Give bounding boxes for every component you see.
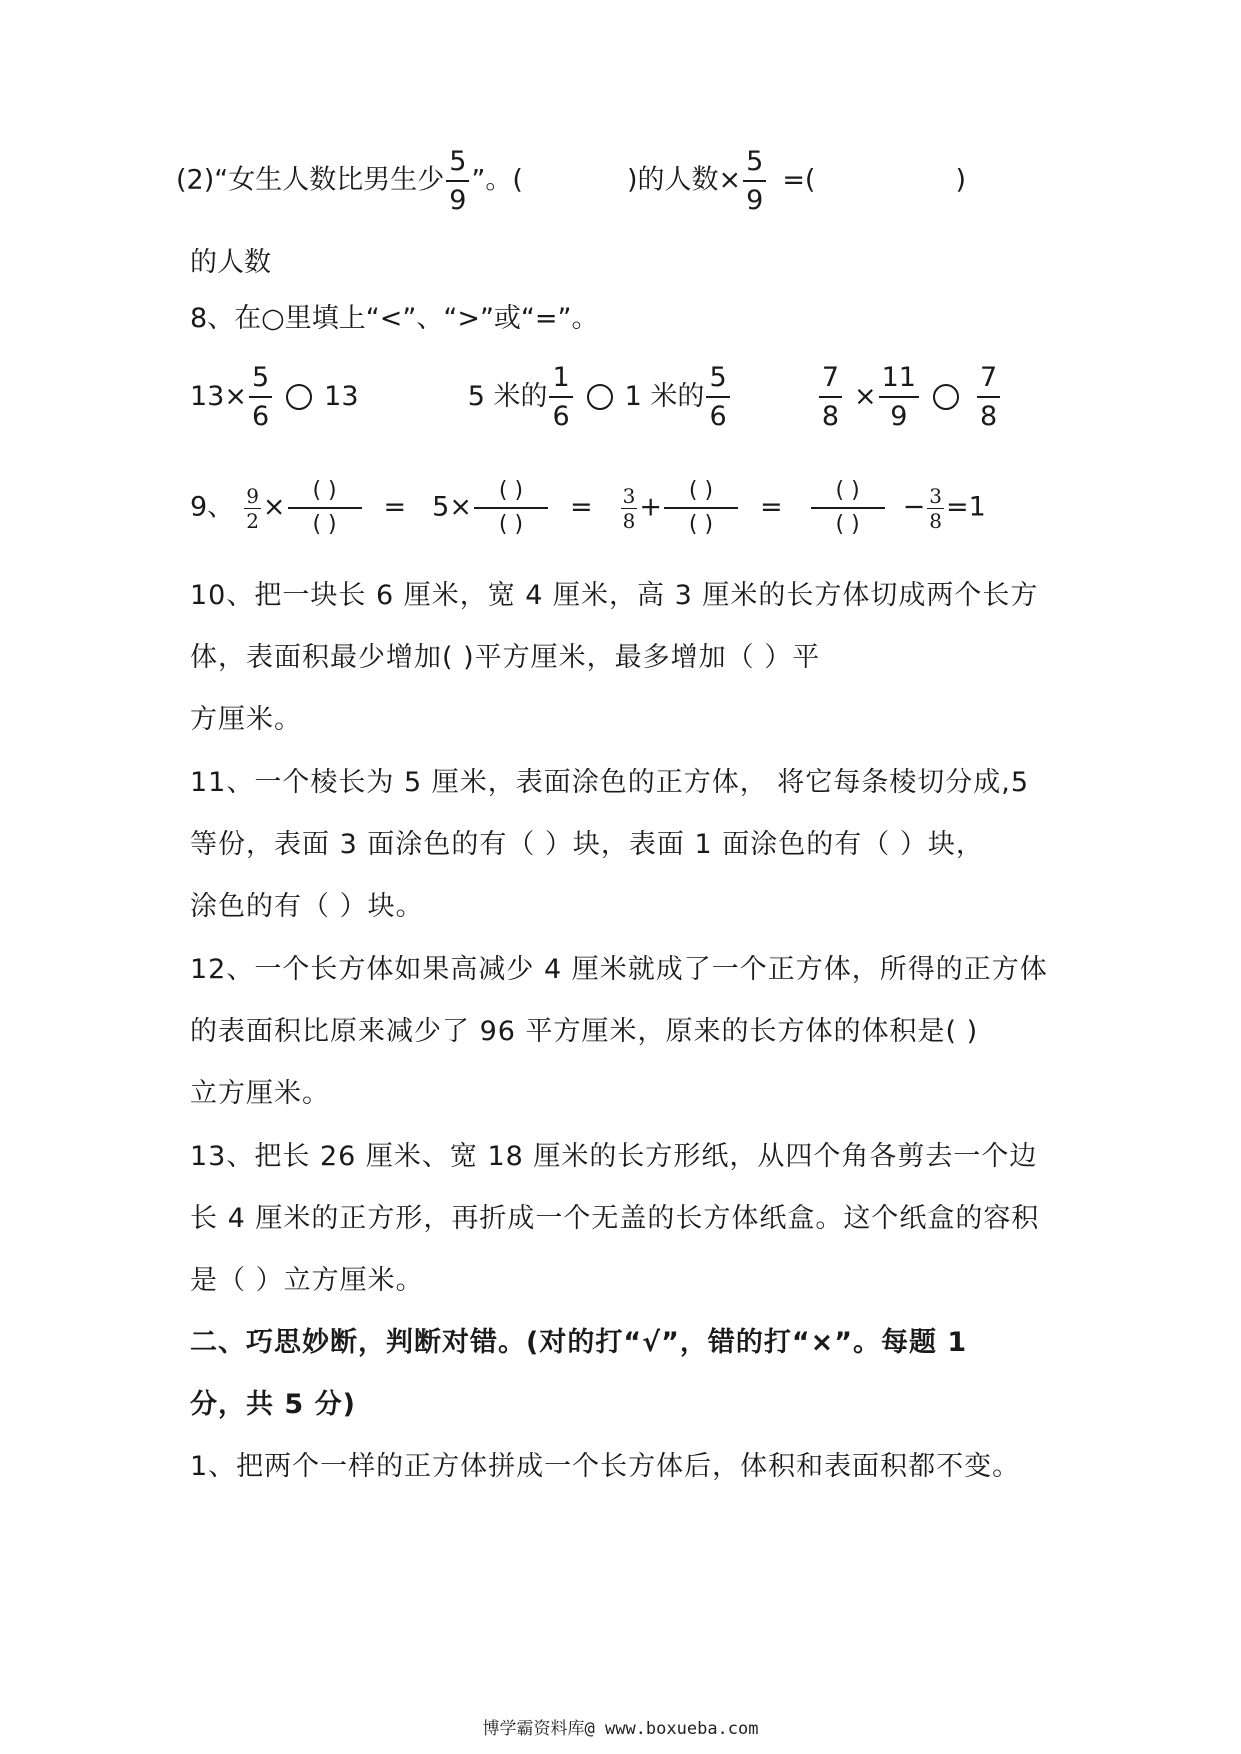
- section-heading-line: 二、巧思妙断，判断对错。(对的打“√”，错的打“×”。每题 1: [190, 1327, 968, 1358]
- section-heading-line: 分，共 5 分): [190, 1389, 356, 1420]
- q9-line: 9、 $\frac{9}{2}$ × $\frac{( )}{( )}$ = 5× $\frac{( )}{( )}$ = $\frac{3}{8}$ + $\frac{( )}{( )}$ = $\frac{( )}{( )}$ − $\frac{3}{8}$ =1: [190, 478, 986, 537]
- blank-fraction[interactable]: $\frac{( )}{( )}$: [811, 478, 885, 538]
- q8-item-2: 5 米的 $\frac{1}{6}$ 1 米的 $\frac{5}{6}$: [468, 381, 741, 412]
- q13-line: 长 4 厘米的正方形，再折成一个无盖的长方体纸盒。这个纸盒的容积: [190, 1203, 1040, 1234]
- q8-item-1: 13× $\frac{5}{6}$ 13: [190, 362, 359, 432]
- s2-question-1: 1、把两个一样的正方体拼成一个长方体后，体积和表面积都不变。: [190, 1451, 1021, 1482]
- q12-line: 12、一个长方体如果高减少 4 厘米就成了一个正方体，所得的正方体: [190, 954, 1048, 985]
- q13-paragraph: [190, 1126, 1060, 1312]
- q8-item-3: $\frac{7}{8}$ × $\frac{11}{9}$ $\frac{7}{8}$: [817, 381, 1002, 412]
- footer-watermark: 博学霸资料库@ www.boxueba.com: [482, 1719, 759, 1739]
- q11-paragraph: [190, 752, 1060, 938]
- q10-paragraph: [190, 565, 1060, 751]
- fraction: $\frac{7}{8}$: [977, 362, 1000, 432]
- q8-items: [190, 362, 1002, 432]
- q7-2-label: (2)“女生人数比男生少: [176, 164, 445, 196]
- blank-fraction[interactable]: $\frac{( )}{( )}$: [474, 478, 548, 538]
- fraction: $\frac{5}{6}$: [249, 362, 272, 432]
- q10-line: 10、把一块长 6 厘米，宽 4 厘米，高 3 厘米的长方体切成两个长方: [190, 580, 1039, 611]
- compare-circle[interactable]: [933, 384, 959, 410]
- q13-line: 13、把长 26 厘米、宽 18 厘米的长方形纸，从四个角各剪去一个边: [190, 1141, 1038, 1172]
- blank-fraction[interactable]: $\frac{( )}{( )}$: [288, 478, 362, 538]
- q7-2-tail: 的人数: [190, 247, 271, 278]
- section-2-heading: [190, 1312, 1060, 1436]
- compare-circle[interactable]: [587, 384, 613, 410]
- q12-line: 立方厘米。: [190, 1078, 330, 1109]
- q12-paragraph: [190, 939, 1060, 1125]
- q10-line: 体，表面积最少增加( )平方厘米，最多增加（ ）平: [190, 642, 821, 673]
- q13-line: 是（ ）立方厘米。: [190, 1265, 424, 1296]
- q10-line: 方厘米。: [190, 704, 302, 735]
- fraction: $\frac{1}{6}$: [549, 362, 572, 432]
- fraction: $\frac{7}{8}$: [819, 362, 842, 432]
- q7-2-line: (2)“女生人数比男生少 $\frac{5}{9}$ ”。( )的人数× $\frac{5}{9}$ =( ): [176, 146, 967, 216]
- blank-fraction[interactable]: $\frac{( )}{( )}$: [664, 478, 738, 538]
- q11-line: 涂色的有（ ）块。: [190, 891, 424, 922]
- q11-line: 11、一个棱长为 5 厘米，表面涂色的正方体， 将它每条棱切分成,5: [190, 767, 1030, 798]
- q8-title: 8、在○里填上“<”、“>”或“=”。: [190, 303, 599, 334]
- fraction: $\frac{5}{9}$: [743, 146, 766, 216]
- fraction: $\frac{9}{2}$: [246, 483, 259, 533]
- q12-line: 的表面积比原来减少了 96 平方厘米，原来的长方体的体积是( ): [190, 1016, 979, 1047]
- fraction: $\frac{5}{9}$: [446, 146, 469, 216]
- fraction: $\frac{3}{8}$: [929, 483, 942, 533]
- fraction: $\frac{5}{6}$: [706, 362, 729, 432]
- fraction: $\frac{3}{8}$: [622, 483, 636, 533]
- q11-line: 等份，表面 3 面涂色的有（ ）块，表面 1 面涂色的有（ ）块，: [190, 829, 984, 860]
- fraction: $\frac{11}{9}$: [879, 362, 919, 432]
- compare-circle[interactable]: [286, 384, 312, 410]
